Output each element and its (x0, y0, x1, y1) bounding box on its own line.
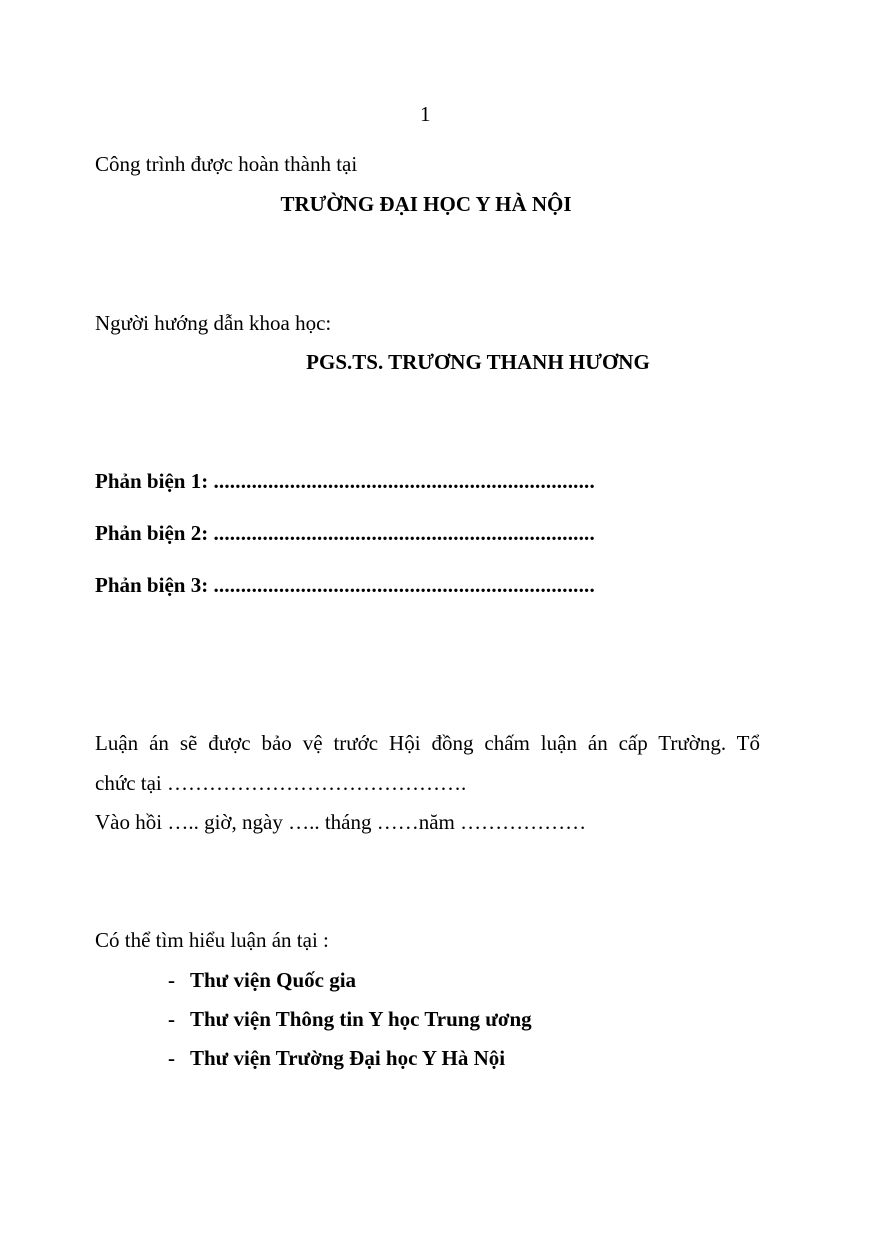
defense-time: Vào hồi ….. giờ, ngày ….. tháng ……năm ……………… (95, 810, 587, 834)
defense-statement: Luận án sẽ được bảo vệ trước Hội đồng chấm luận án cấp Trường. Tổ (95, 731, 760, 755)
library-name: Thư viện Thông tin Y học Trung ương (190, 1007, 532, 1031)
reviewer-line-1 (95, 471, 595, 492)
library-intro: Có thể tìm hiểu luận án tại : (95, 928, 329, 952)
university-name: TRƯỜNG ĐẠI HỌC Y HÀ NỘI (280, 192, 572, 216)
reviewer-line-2 (95, 523, 595, 544)
bullet-dash: - (168, 968, 175, 992)
library-item (168, 970, 356, 991)
library-name: Thư viện Quốc gia (190, 968, 357, 992)
reviewer-label: Phản biện 2: (95, 521, 209, 545)
bullet-dash: - (168, 1007, 175, 1031)
reviewer-label: Phản biện 1: (95, 469, 209, 493)
library-name: Thư viện Trường Đại học Y Hà Nội (190, 1046, 506, 1070)
reviewer-line-3 (95, 575, 595, 596)
supervisor-label: Người hướng dẫn khoa học: (95, 311, 332, 335)
page-number: 1 (420, 102, 431, 126)
reviewer-blank: ...................................................................... (213, 573, 595, 597)
supervisor-name: PGS.TS. TRƯƠNG THANH HƯƠNG (306, 350, 650, 374)
completed-at-label: Công trình được hoàn thành tại (95, 152, 358, 176)
library-item (168, 1048, 505, 1069)
defense-location: chức tại ……………………………………. (95, 771, 467, 795)
bullet-dash: - (168, 1046, 175, 1070)
reviewer-blank: ...................................................................... (213, 469, 595, 493)
reviewer-blank: ...................................................................... (213, 521, 595, 545)
library-item (168, 1009, 532, 1030)
reviewer-label: Phản biện 3: (95, 573, 209, 597)
